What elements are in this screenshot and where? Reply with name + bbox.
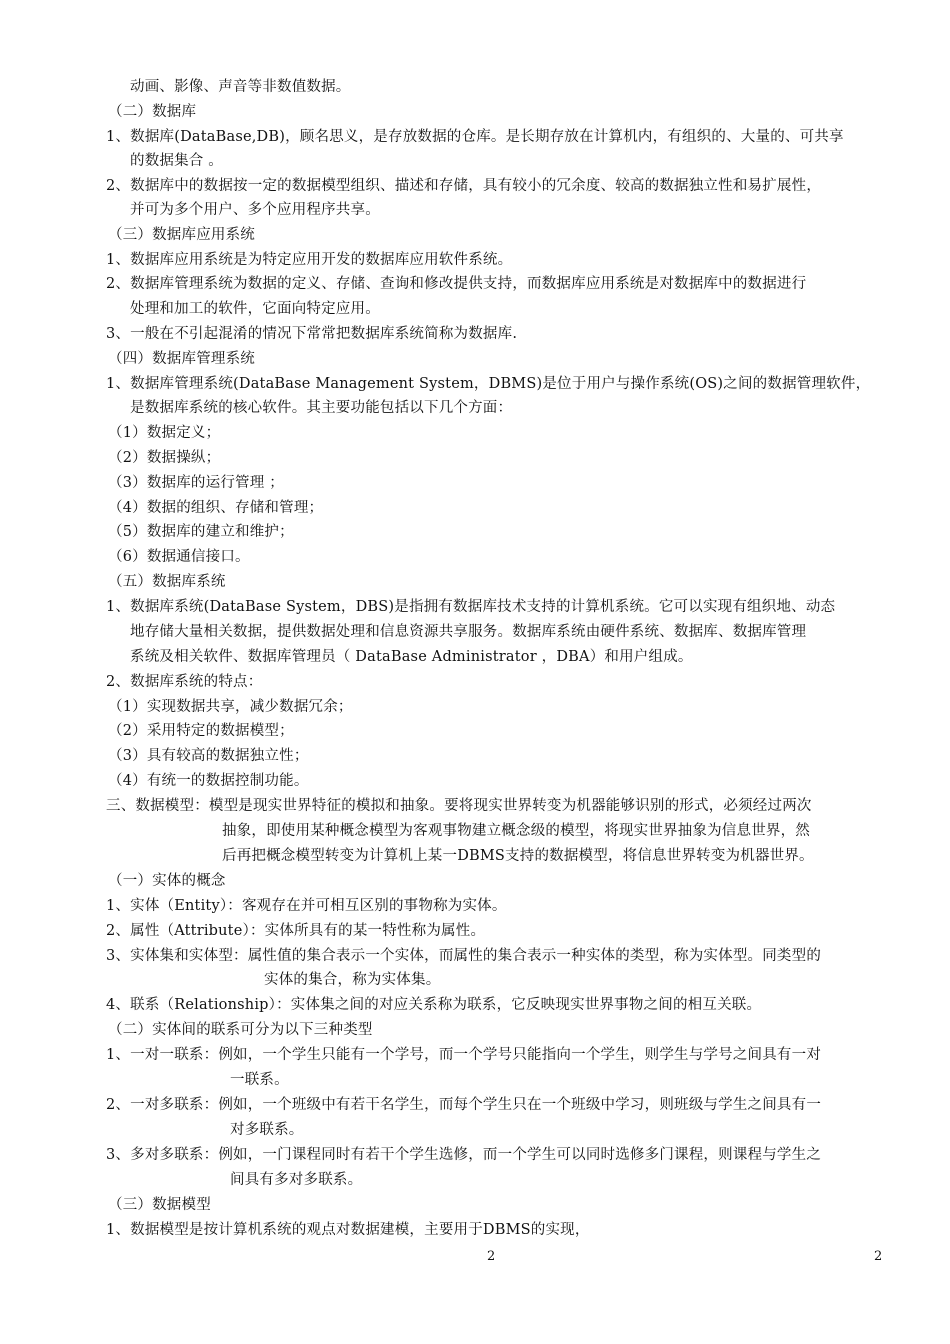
text-line: 2、数据库系统的特点： (106, 674, 263, 690)
text-line: 动画、影像、声音等非数值数据。 (130, 79, 351, 95)
list-item: （5）数据库的建立和维护； (108, 524, 294, 540)
list-item: （4）有统一的数据控制功能。 (108, 773, 309, 789)
section-heading: （二）实体间的联系可分为以下三种类型 (108, 1022, 373, 1038)
text-line: 2、数据库中的数据按一定的数据模型组织、描述和存储，具有较小的冗余度、较高的数据独立性和易扩展性， (106, 178, 822, 194)
section-heading: （三）数据库应用系统 (108, 227, 255, 243)
text-line: 系统及相关软件、数据库管理员（ DataBase Administrator ，DBA）和用户组成。 (130, 649, 693, 665)
text-line: 实体的集合，称为实体集。 (264, 972, 441, 988)
text-line: 1、数据库(DataBase,DB)，顾名思义，是存放数据的仓库。是长期存放在计算机内，有组织的、大量的、可共享 (106, 129, 844, 145)
list-item: （3）数据库的运行管理 ； (108, 475, 284, 491)
page-number-center: 2 (487, 1249, 496, 1264)
text-line: 2、数据库管理系统为数据的定义、存储、查询和修改提供支持，而数据库应用系统是对数据库中的数据进行 (106, 276, 807, 292)
section-heading: （三）数据模型 (108, 1197, 211, 1213)
page-number-right: 2 (874, 1249, 883, 1264)
list-item: （4）数据的组织、存储和管理； (108, 500, 324, 516)
text-line: 一联系。 (230, 1072, 289, 1088)
text-line: 1、一对一联系：例如，一个学生只能有一个学号，而一个学号只能指向一个学生，则学生与学号之间具有一对 (106, 1047, 822, 1063)
text-line: 并可为多个用户、多个应用程序共享。 (130, 202, 380, 218)
text-line: 抽象，即使用某种概念模型为客观事物建立概念级的模型，将现实世界抽象为信息世界，然 (222, 823, 810, 839)
text-line: 地存储大量相关数据，提供数据处理和信息资源共享服务。数据库系统由硬件系统、数据库、数据库管理 (130, 624, 807, 640)
text-line: 2、一对多联系：例如，一个班级中有若干名学生，而每个学生只在一个班级中学习，则班级与学生之间具有一 (106, 1097, 822, 1113)
list-item: （1）数据定义； (108, 425, 221, 441)
text-line: 三、数据模型：模型是现实世界特征的模拟和抽象。要将现实世界转变为机器能够识别的形式，必须经过两次 (106, 798, 812, 814)
text-line: 3、一般在不引起混淆的情况下常常把数据库系统简称为数据库. (106, 326, 518, 342)
text-line: 后再把概念模型转变为计算机上某一DBMS支持的数据模型，将信息世界转变为机器世界。 (222, 848, 814, 864)
section-heading: （二）数据库 (108, 104, 197, 120)
text-line: 是数据库系统的核心软件。其主要功能包括以下几个方面： (130, 400, 513, 416)
text-line: 2、属性（Attribute）：实体所具有的某一特性称为属性。 (106, 923, 486, 939)
text-line: 4、联系（Relationship）：实体集之间的对应关系称为联系，它反映现实世界事物之间的相互关联。 (106, 997, 762, 1013)
text-line: 1、数据库系统(DataBase System，DBS)是指拥有数据库技术支持的计算机系统。它可以实现有组织地、动态 (106, 599, 836, 615)
text-line: 间具有多对多联系。 (230, 1172, 363, 1188)
section-heading: （五）数据库系统 (108, 574, 226, 590)
text-line: 的数据集合 。 (130, 153, 224, 169)
text-line: 处理和加工的软件，它面向特定应用。 (130, 301, 380, 317)
section-heading: （四）数据库管理系统 (108, 351, 255, 367)
text-line: 1、数据模型是按计算机系统的观点对数据建模，主要用于DBMS的实现， (106, 1222, 590, 1238)
text-line: 对多联系。 (230, 1122, 304, 1138)
list-item: （2）数据操纵； (108, 450, 221, 466)
list-item: （1）实现数据共享，减少数据冗余； (108, 699, 353, 715)
text-line: 1、数据库应用系统是为特定应用开发的数据库应用软件系统。 (106, 252, 513, 268)
text-line: 1、实体（Entity）：客观存在并可相互区别的事物称为实体。 (106, 898, 507, 914)
section-heading: （一）实体的概念 (108, 873, 226, 889)
text-line: 1、数据库管理系统(DataBase Management System，DBMS)是位于用户与操作系统(OS)之间的数据管理软件， (106, 376, 871, 392)
list-item: （3）具有较高的数据独立性； (108, 748, 309, 764)
text-line: 3、多对多联系：例如，一门课程同时有若干个学生选修，而一个学生可以同时选修多门课程，则课程与学生之 (106, 1147, 822, 1163)
list-item: （6）数据通信接口。 (108, 549, 250, 565)
list-item: （2）采用特定的数据模型； (108, 723, 294, 739)
text-line: 3、实体集和实体型：属性值的集合表示一个实体，而属性的集合表示一种实体的类型，称为实体型。同类型的 (106, 948, 822, 964)
